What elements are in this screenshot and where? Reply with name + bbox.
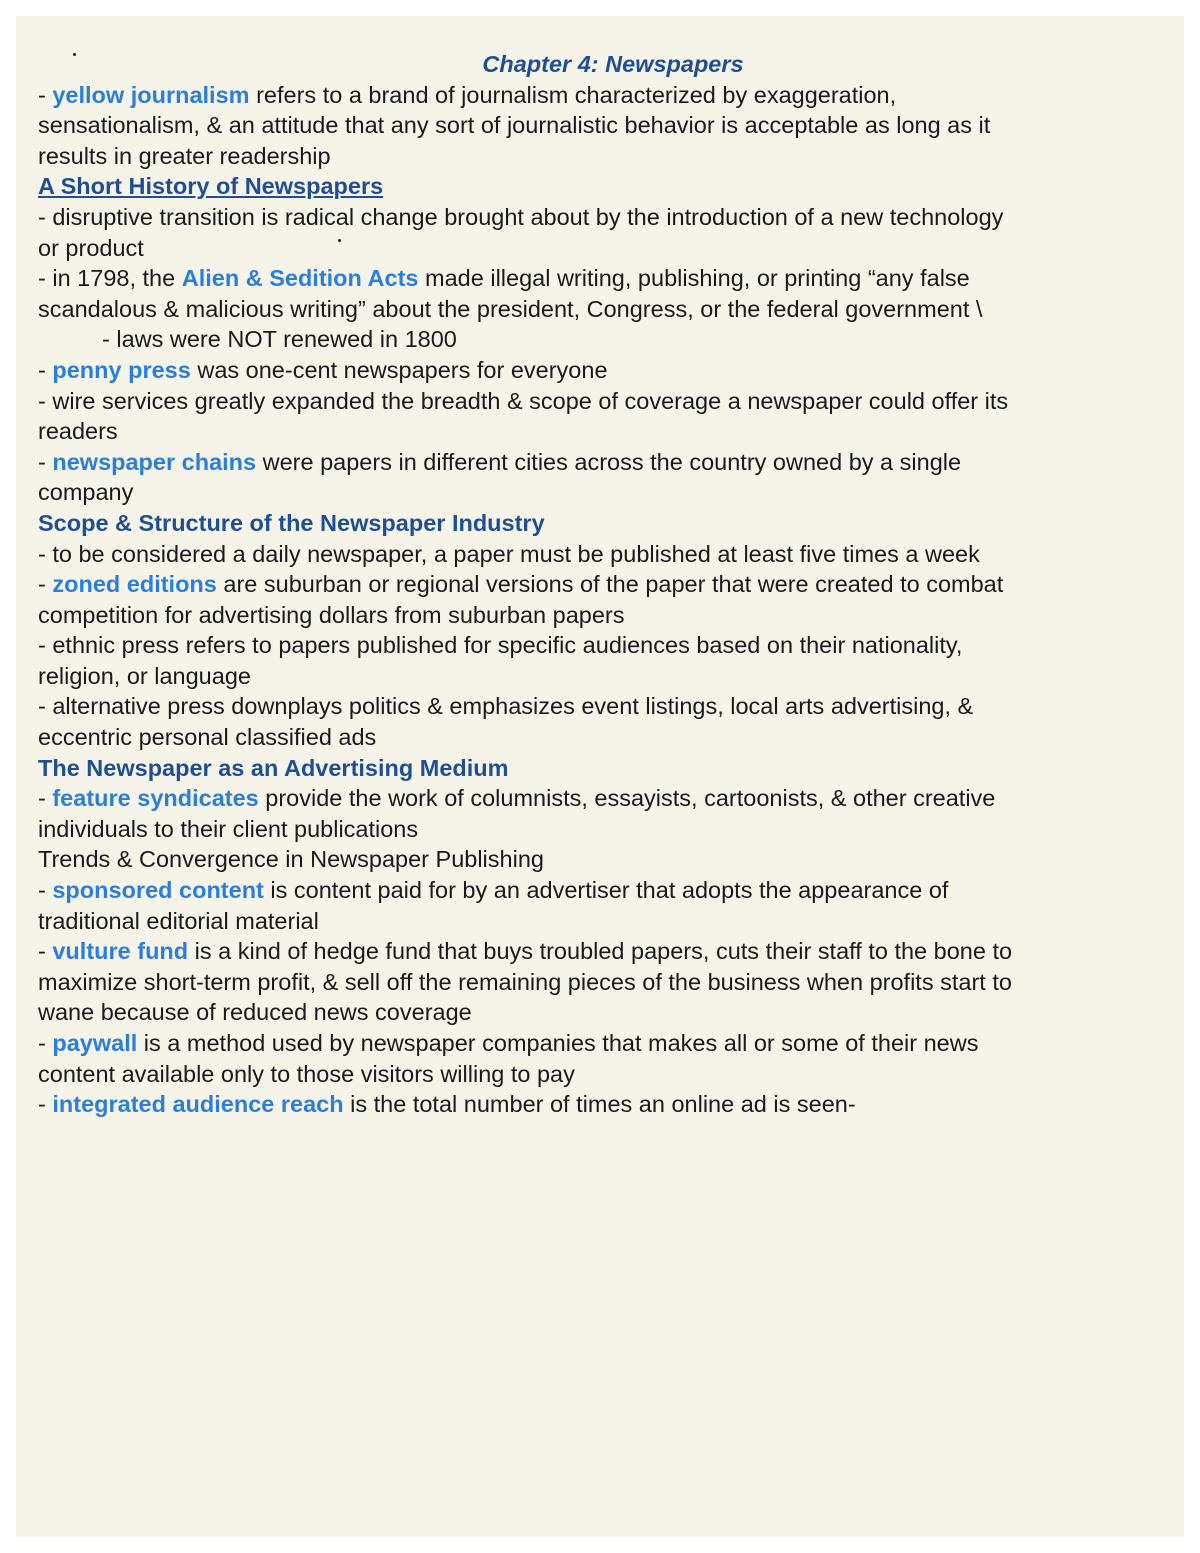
line-text: - <box>38 785 53 812</box>
line-text: is the total number of times an online ad is seen- <box>343 1091 856 1118</box>
line-text: - <box>38 1030 53 1056</box>
body-line: eccentric personal classified ads <box>38 724 377 751</box>
document-body <box>38 49 1158 1120</box>
line-text: - <box>38 571 53 598</box>
body-line: maximize short-term profit, & sell off the remaining pieces of the business when profits start to <box>38 968 1012 995</box>
term-zoned-editions: zoned editions <box>52 571 217 598</box>
line-text: made illegal writing, publishing, or printing “any false <box>418 265 970 292</box>
section-heading-advertising: The Newspaper as an Advertising Medium <box>38 754 509 781</box>
section-heading-short-history: A Short History of Newspapers <box>38 173 384 200</box>
body-line: - alternative press downplays politics & emphasizes event listings, local arts advertising, & <box>38 693 974 720</box>
document-page <box>16 16 1184 1537</box>
definition-line <box>38 875 1158 906</box>
body-line: wane because of reduced news coverage <box>38 999 472 1026</box>
body-line: or product <box>38 234 144 261</box>
sub-bullet-line: - laws were NOT renewed in 1800 <box>102 326 457 353</box>
body-line: competition for advertising dollars from suburban papers <box>38 601 625 628</box>
body-line: - to be considered a daily newspaper, a paper must be published at least five times a week <box>38 540 980 567</box>
line-text: is content paid for by an advertiser that adopts the appearance of <box>263 877 949 904</box>
line-text: - <box>38 356 53 383</box>
line-text: - <box>38 1091 53 1118</box>
line-text: - <box>38 448 53 475</box>
term-paywall: paywall <box>52 1030 138 1056</box>
definition-line <box>38 936 1158 967</box>
term-yellow-journalism: yellow journalism <box>52 81 250 108</box>
line-text: are suburban or regional versions of the paper that were created to combat <box>216 571 1004 598</box>
body-line: - ethnic press refers to papers published for specific audiences based on their nationality, <box>38 632 963 659</box>
term-penny-press: penny press <box>52 356 191 383</box>
definition-line <box>38 569 1158 600</box>
line-text: was one-cent newspapers for everyone <box>190 356 608 383</box>
definition-line <box>38 263 1158 294</box>
term-vulture-fund: vulture fund <box>52 938 189 965</box>
body-line: sensationalism, & an attitude that any sort of journalistic behavior is acceptable as long as it <box>38 112 991 139</box>
body-line: readers <box>38 418 118 445</box>
body-line: traditional editorial material <box>38 907 319 934</box>
definition-line <box>38 447 1158 478</box>
definition-line <box>38 355 1158 386</box>
term-newspaper-chains: newspaper chains <box>52 448 257 475</box>
definition-line <box>38 783 1158 814</box>
line-text: - <box>38 938 53 965</box>
line-text: is a method used by newspaper companies that makes all or some of their news <box>137 1030 979 1056</box>
term-feature-syndicates: feature syndicates <box>52 785 259 812</box>
line-text: - <box>38 877 53 904</box>
line-text: were papers in different cities across the country owned by a single <box>256 448 962 475</box>
line-text: refers to a brand of journalism characterized by exaggeration, <box>249 81 897 108</box>
line-text: - <box>38 81 53 108</box>
body-line: content available only to those visitors willing to pay <box>38 1060 575 1087</box>
body-line: company <box>38 479 134 506</box>
line-text: provide the work of columnists, essayists, cartoonists, & other creative <box>258 785 996 812</box>
body-line: - wire services greatly expanded the breadth & scope of coverage a newspaper could offer its <box>38 387 1009 414</box>
body-line: scandalous & malicious writing” about the president, Congress, or the federal government \ <box>38 295 983 322</box>
definition-line <box>38 1028 1158 1059</box>
body-line: religion, or language <box>38 662 251 689</box>
term-alien-sedition-acts: Alien & Sedition Acts <box>181 265 419 292</box>
page-title: Chapter 4: Newspapers <box>482 51 744 77</box>
definition-line <box>38 1089 1158 1120</box>
term-sponsored-content: sponsored content <box>52 877 264 904</box>
body-line: - disruptive transition is radical change brought about by the introduction of a new technology <box>38 203 1004 230</box>
section-heading-scope: Scope & Structure of the Newspaper Industry <box>38 509 545 536</box>
term-integrated-audience-reach: integrated audience reach <box>52 1091 344 1118</box>
line-text: - in 1798, the <box>38 265 182 292</box>
section-heading-trends: Trends & Convergence in Newspaper Publishing <box>38 846 544 873</box>
body-line: individuals to their client publications <box>38 815 419 842</box>
body-line: results in greater readership <box>38 142 331 169</box>
line-text: is a kind of hedge fund that buys troubled papers, cuts their staff to the bone to <box>188 938 1013 965</box>
definition-line <box>38 80 1158 111</box>
